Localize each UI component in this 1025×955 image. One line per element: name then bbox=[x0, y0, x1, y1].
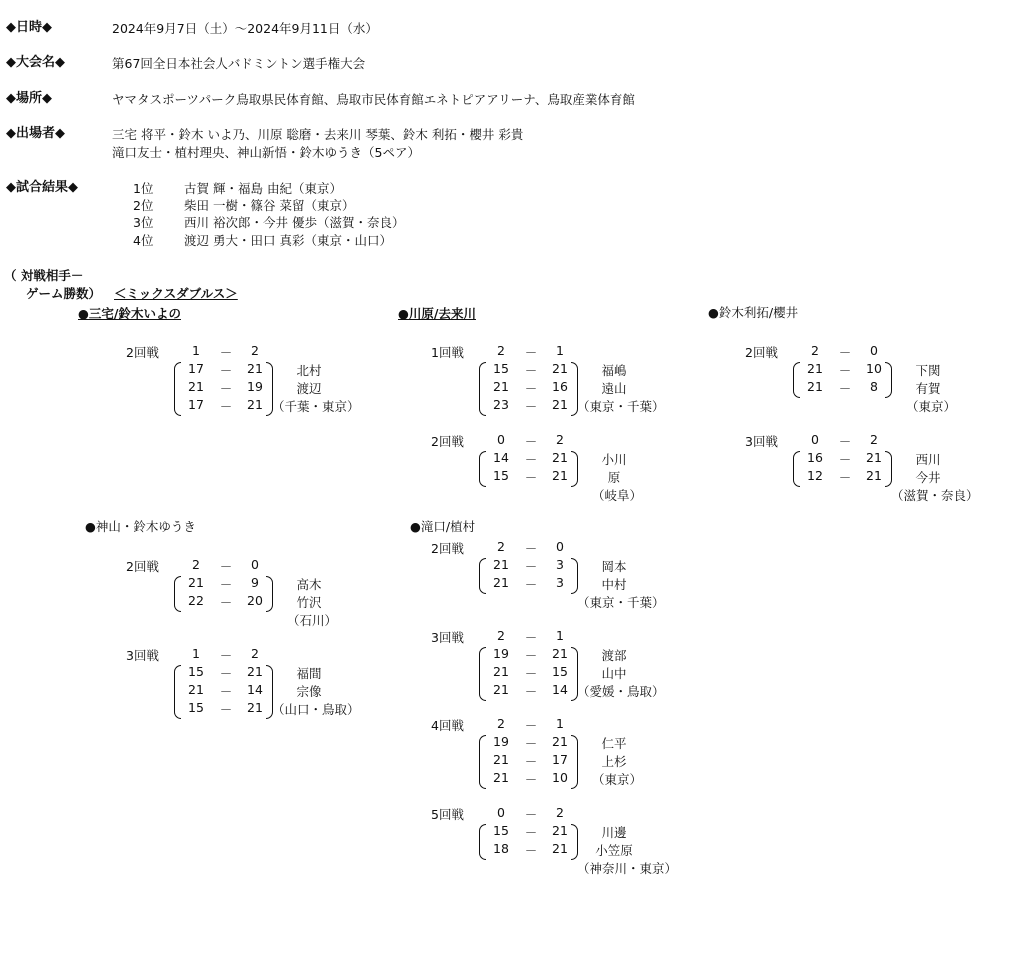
game-score-own: 21 bbox=[493, 379, 509, 394]
games-lost: 2 bbox=[556, 805, 564, 820]
rank-place: 2位 bbox=[133, 198, 154, 213]
games-lost: 1 bbox=[556, 628, 564, 643]
dash: － bbox=[219, 381, 233, 396]
pair-name: ●神山・鈴木ゆうき bbox=[85, 519, 196, 534]
game-score-own: 21 bbox=[188, 379, 204, 394]
dash: － bbox=[838, 363, 852, 378]
section-heading-line-2: ゲーム勝数） bbox=[26, 286, 102, 301]
game-score-opp: 21 bbox=[552, 361, 568, 376]
opponent-name: 岡本 bbox=[601, 559, 627, 574]
dash: － bbox=[838, 452, 852, 467]
bracket-left bbox=[479, 451, 486, 487]
venue-value: ヤマタスポーツパーク鳥取県民体育館、鳥取市民体育館エネトピアアリーナ、鳥取産業体育館 bbox=[112, 92, 635, 107]
opponent-name: 上杉 bbox=[601, 754, 627, 769]
rank-names: 西川 裕次郎・今井 優歩（滋賀・奈良） bbox=[184, 215, 405, 230]
bracket-left bbox=[479, 735, 486, 789]
dash: － bbox=[524, 363, 538, 378]
match-block bbox=[431, 805, 691, 955]
match-block bbox=[745, 432, 1005, 582]
game-score-opp: 21 bbox=[552, 734, 568, 749]
opponent-name: 有賀 bbox=[915, 381, 941, 396]
dash: － bbox=[838, 381, 852, 396]
opponent-name: 渡辺 bbox=[296, 381, 322, 396]
opponent-region: （東京・千葉） bbox=[577, 399, 665, 414]
opponent-name: 高木 bbox=[296, 577, 322, 592]
round-label: 5回戦 bbox=[431, 807, 464, 822]
round-label: 4回戦 bbox=[431, 718, 464, 733]
game-score-own: 15 bbox=[493, 823, 509, 838]
game-score-opp: 21 bbox=[866, 468, 882, 483]
games-won: 2 bbox=[192, 557, 200, 572]
games-lost: 2 bbox=[251, 646, 259, 661]
dash: － bbox=[219, 648, 233, 663]
dash: － bbox=[838, 434, 852, 449]
game-score-opp: 21 bbox=[552, 646, 568, 661]
games-won: 2 bbox=[497, 539, 505, 554]
round-label: 2回戦 bbox=[126, 345, 159, 360]
game-score-opp: 21 bbox=[247, 397, 263, 412]
bracket-left bbox=[479, 362, 486, 416]
opponent-region: （東京） bbox=[591, 772, 642, 787]
game-score-opp: 21 bbox=[552, 450, 568, 465]
round-label: 2回戦 bbox=[431, 541, 464, 556]
pair-name: ●三宅/鈴木いよの bbox=[78, 306, 181, 321]
game-score-own: 15 bbox=[188, 664, 204, 679]
opponent-name: 仁平 bbox=[601, 736, 627, 751]
games-won: 0 bbox=[497, 805, 505, 820]
opponent-region: （山口・鳥取） bbox=[272, 702, 360, 717]
game-score-opp: 21 bbox=[247, 700, 263, 715]
round-label: 2回戦 bbox=[431, 434, 464, 449]
game-score-opp: 21 bbox=[247, 664, 263, 679]
dash: － bbox=[524, 541, 538, 556]
game-score-opp: 10 bbox=[552, 770, 568, 785]
bracket-right bbox=[571, 824, 578, 860]
game-score-opp: 21 bbox=[866, 450, 882, 465]
round-label: 1回戦 bbox=[431, 345, 464, 360]
date-label: ◆日時◆ bbox=[6, 20, 52, 35]
opponent-region: （石川） bbox=[286, 613, 337, 628]
game-score-own: 19 bbox=[493, 734, 509, 749]
opponent-name: 今井 bbox=[915, 470, 941, 485]
game-score-opp: 21 bbox=[552, 823, 568, 838]
game-score-own: 21 bbox=[493, 575, 509, 590]
game-score-own: 23 bbox=[493, 397, 509, 412]
opponent-region: （東京） bbox=[905, 399, 956, 414]
game-score-opp: 19 bbox=[247, 379, 263, 394]
pair-name: ●川原/去来川 bbox=[398, 306, 476, 321]
game-score-own: 21 bbox=[493, 752, 509, 767]
game-score-own: 15 bbox=[493, 361, 509, 376]
bracket-left bbox=[174, 576, 181, 612]
dash: － bbox=[524, 470, 538, 485]
venue-label: ◆場所◆ bbox=[6, 91, 52, 106]
category-title: ＜ミックスダブルス＞ bbox=[114, 286, 238, 301]
rank-names: 渡辺 勇大・田口 真彩（東京・山口） bbox=[184, 233, 392, 248]
round-label: 3回戦 bbox=[745, 434, 778, 449]
dash: － bbox=[524, 684, 538, 699]
opponent-region: （東京・千葉） bbox=[577, 595, 665, 610]
game-score-opp: 21 bbox=[247, 361, 263, 376]
dash: － bbox=[524, 381, 538, 396]
game-score-own: 16 bbox=[807, 450, 823, 465]
event-label: ◆大会名◆ bbox=[6, 55, 65, 70]
players-line-2: 滝口友士・植村理央、神山新悟・鈴木ゆうき（5ペア） bbox=[112, 145, 420, 160]
dash: － bbox=[524, 559, 538, 574]
game-score-opp: 17 bbox=[552, 752, 568, 767]
game-score-opp: 3 bbox=[556, 557, 564, 572]
dash: － bbox=[524, 772, 538, 787]
opponent-name: 西川 bbox=[915, 452, 941, 467]
game-score-opp: 8 bbox=[870, 379, 878, 394]
game-score-opp: 21 bbox=[552, 468, 568, 483]
dash: － bbox=[219, 595, 233, 610]
opponent-region: （神奈川・東京） bbox=[577, 861, 678, 876]
match-block bbox=[126, 343, 386, 493]
opponent-region: （滋賀・奈良） bbox=[891, 488, 979, 503]
opponent-name: 下関 bbox=[915, 363, 941, 378]
dash: － bbox=[524, 843, 538, 858]
rank-place: 3位 bbox=[133, 215, 154, 230]
game-score-own: 12 bbox=[807, 468, 823, 483]
dash: － bbox=[219, 363, 233, 378]
opponent-region: （愛媛・鳥取） bbox=[577, 684, 665, 699]
game-score-opp: 20 bbox=[247, 593, 263, 608]
round-label: 2回戦 bbox=[126, 559, 159, 574]
dash: － bbox=[219, 345, 233, 360]
dash: － bbox=[219, 702, 233, 717]
rank-names: 古賀 輝・福島 由紀（東京） bbox=[184, 181, 342, 196]
dash: － bbox=[524, 666, 538, 681]
game-score-own: 21 bbox=[493, 682, 509, 697]
opponent-region: （千葉・東京） bbox=[272, 399, 360, 414]
pair-name: ●滝口/植村 bbox=[410, 519, 476, 534]
bracket-right bbox=[571, 558, 578, 594]
game-score-own: 21 bbox=[807, 361, 823, 376]
games-won: 2 bbox=[497, 628, 505, 643]
event-value: 第67回全日本社会人バドミントン選手権大会 bbox=[112, 56, 366, 71]
dash: － bbox=[524, 807, 538, 822]
game-score-opp: 21 bbox=[552, 841, 568, 856]
game-score-opp: 10 bbox=[866, 361, 882, 376]
results-label: ◆試合結果◆ bbox=[6, 180, 78, 195]
game-score-opp: 15 bbox=[552, 664, 568, 679]
game-score-own: 15 bbox=[188, 700, 204, 715]
rank-place: 1位 bbox=[133, 181, 154, 196]
opponent-region: （岐阜） bbox=[591, 488, 642, 503]
pair-name: ●鈴木利拓/櫻井 bbox=[708, 305, 799, 320]
games-won: 1 bbox=[192, 646, 200, 661]
dash: － bbox=[524, 825, 538, 840]
dash: － bbox=[219, 684, 233, 699]
games-won: 2 bbox=[497, 343, 505, 358]
opponent-name: 渡部 bbox=[601, 648, 627, 663]
opponent-name: 川邊 bbox=[601, 825, 627, 840]
opponent-name: 原 bbox=[607, 470, 621, 485]
bracket-left bbox=[479, 558, 486, 594]
games-won: 0 bbox=[497, 432, 505, 447]
opponent-name: 北村 bbox=[296, 363, 322, 378]
dash: － bbox=[524, 736, 538, 751]
date-value: 2024年9月7日（土）～2024年9月11日（水） bbox=[112, 21, 378, 36]
opponent-name: 小川 bbox=[601, 452, 627, 467]
dash: － bbox=[219, 666, 233, 681]
game-score-opp: 21 bbox=[552, 397, 568, 412]
opponent-name: 福間 bbox=[296, 666, 322, 681]
opponent-name: 宗像 bbox=[296, 684, 322, 699]
games-lost: 1 bbox=[556, 716, 564, 731]
dash: － bbox=[524, 345, 538, 360]
games-lost: 0 bbox=[251, 557, 259, 572]
games-won: 2 bbox=[811, 343, 819, 358]
dash: － bbox=[219, 559, 233, 574]
players-label: ◆出場者◆ bbox=[6, 126, 65, 141]
game-score-own: 14 bbox=[493, 450, 509, 465]
game-score-own: 17 bbox=[188, 361, 204, 376]
bracket-right bbox=[571, 451, 578, 487]
games-won: 0 bbox=[811, 432, 819, 447]
bracket-right bbox=[266, 576, 273, 612]
opponent-name: 山中 bbox=[601, 666, 627, 681]
games-lost: 2 bbox=[556, 432, 564, 447]
bracket-left bbox=[479, 824, 486, 860]
game-score-own: 19 bbox=[493, 646, 509, 661]
bracket-left bbox=[793, 451, 800, 487]
dash: － bbox=[524, 577, 538, 592]
games-lost: 2 bbox=[870, 432, 878, 447]
game-score-own: 21 bbox=[493, 557, 509, 572]
games-lost: 2 bbox=[251, 343, 259, 358]
match-block bbox=[126, 646, 386, 796]
game-score-own: 17 bbox=[188, 397, 204, 412]
round-label: 3回戦 bbox=[126, 648, 159, 663]
bracket-left bbox=[174, 362, 181, 416]
bracket-right bbox=[885, 362, 892, 398]
game-score-opp: 14 bbox=[552, 682, 568, 697]
game-score-opp: 14 bbox=[247, 682, 263, 697]
rank-names: 柴田 一樹・篠谷 菜留（東京） bbox=[184, 198, 355, 213]
game-score-opp: 16 bbox=[552, 379, 568, 394]
dash: － bbox=[838, 345, 852, 360]
games-won: 1 bbox=[192, 343, 200, 358]
dash: － bbox=[524, 718, 538, 733]
rank-place: 4位 bbox=[133, 233, 154, 248]
game-score-own: 21 bbox=[807, 379, 823, 394]
opponent-name: 竹沢 bbox=[296, 595, 322, 610]
round-label: 3回戦 bbox=[431, 630, 464, 645]
dash: － bbox=[838, 470, 852, 485]
games-lost: 0 bbox=[556, 539, 564, 554]
dash: － bbox=[524, 399, 538, 414]
players-line-1: 三宅 将平・鈴木 いよ乃、川原 聡磨・去来川 琴葉、鈴木 利拓・櫻井 彩貴 bbox=[112, 127, 524, 142]
dash: － bbox=[524, 452, 538, 467]
bracket-left bbox=[793, 362, 800, 398]
dash: － bbox=[524, 630, 538, 645]
section-heading-line-1: （ 対戦相手－ bbox=[4, 268, 84, 283]
game-score-opp: 3 bbox=[556, 575, 564, 590]
bracket-right bbox=[885, 451, 892, 487]
game-score-own: 21 bbox=[188, 575, 204, 590]
game-score-own: 21 bbox=[188, 682, 204, 697]
round-label: 2回戦 bbox=[745, 345, 778, 360]
opponent-name: 福嶋 bbox=[601, 363, 627, 378]
games-lost: 1 bbox=[556, 343, 564, 358]
dash: － bbox=[524, 434, 538, 449]
dash: － bbox=[219, 399, 233, 414]
bracket-left bbox=[479, 647, 486, 701]
opponent-name: 小笠原 bbox=[595, 843, 633, 858]
dash: － bbox=[219, 577, 233, 592]
dash: － bbox=[524, 754, 538, 769]
bracket-left bbox=[174, 665, 181, 719]
games-lost: 0 bbox=[870, 343, 878, 358]
game-score-own: 22 bbox=[188, 593, 204, 608]
game-score-own: 21 bbox=[493, 664, 509, 679]
game-score-own: 15 bbox=[493, 468, 509, 483]
opponent-name: 遠山 bbox=[601, 381, 627, 396]
game-score-opp: 9 bbox=[251, 575, 259, 590]
game-score-own: 18 bbox=[493, 841, 509, 856]
games-won: 2 bbox=[497, 716, 505, 731]
game-score-own: 21 bbox=[493, 770, 509, 785]
opponent-name: 中村 bbox=[601, 577, 627, 592]
dash: － bbox=[524, 648, 538, 663]
